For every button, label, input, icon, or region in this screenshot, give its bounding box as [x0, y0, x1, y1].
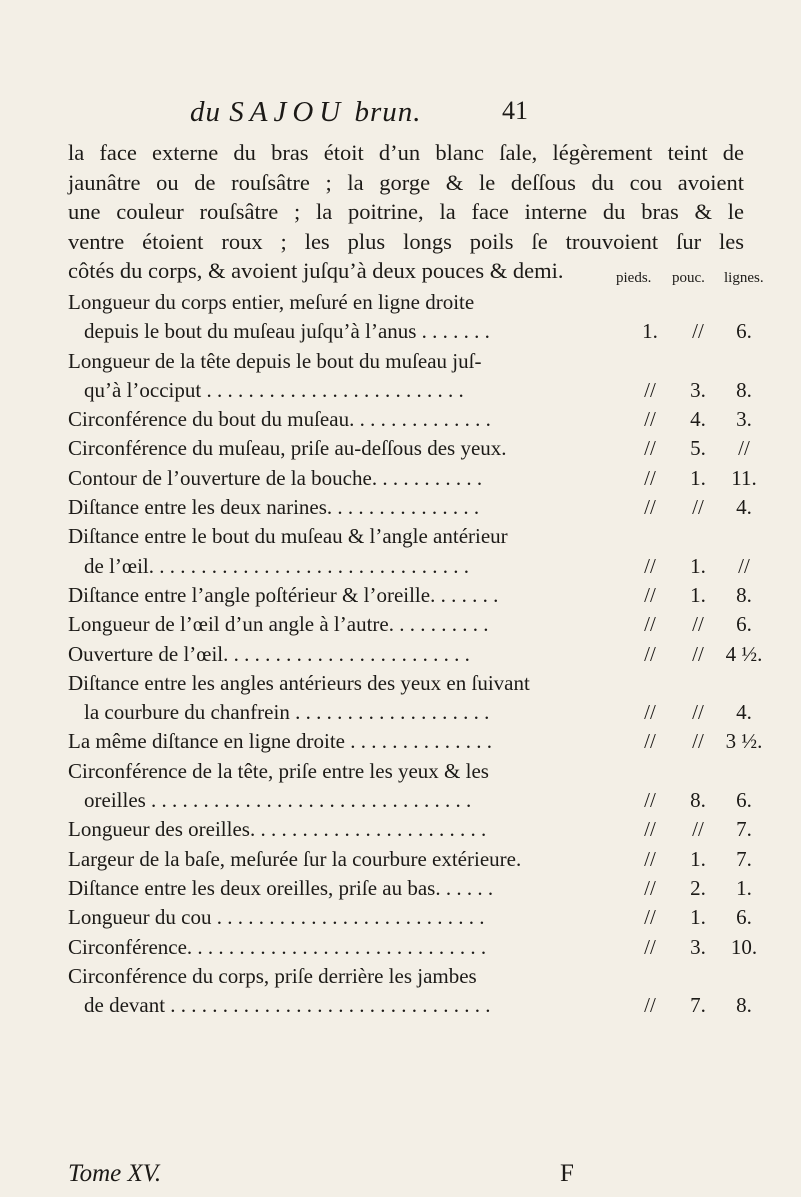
measurement-label-line: oreilles . . . . . . . . . . . . . . . . . . . . . . . . . . . . . . . — [84, 788, 472, 813]
measurement-label-line: depuis le bout du muſeau juſqu’à l’anus . . . . . . . — [84, 319, 490, 344]
column-header-pieds: pieds. — [616, 270, 652, 286]
measurement-values — [598, 933, 778, 962]
measurement-label — [68, 933, 608, 962]
measurement-table — [68, 288, 778, 1020]
value-lignes: // — [738, 553, 750, 578]
measurement-label-line: Longueur de l’œil d’un angle à l’autre. . . . . . . . . . — [68, 612, 489, 637]
paragraph-line: jaunâtre ou de rouſsâtre ; la gorge & le deſſous du cou avoient — [68, 169, 744, 195]
value-lignes: 6. — [736, 788, 752, 813]
running-title — [190, 96, 422, 129]
measurement-label-line: Diſtance entre le bout du muſeau & l’angle antérieur — [68, 524, 508, 549]
value-pieds: // — [644, 875, 656, 900]
measurement-values — [598, 434, 778, 463]
title-suffix: brun. — [346, 96, 422, 128]
value-pieds: // — [644, 993, 656, 1018]
value-pouces: 7. — [690, 993, 706, 1018]
measurement-values — [598, 874, 778, 903]
measurement-row — [68, 669, 778, 728]
value-lignes: 3. — [736, 407, 752, 432]
measurement-values — [598, 581, 778, 610]
value-pieds: // — [644, 582, 656, 607]
measurement-label — [68, 522, 608, 581]
value-pouces: 5. — [690, 436, 706, 461]
value-pouces: // — [692, 319, 704, 344]
value-pouces: // — [692, 729, 704, 754]
running-header — [0, 96, 801, 132]
measurement-label — [68, 464, 608, 493]
measurement-row — [68, 845, 778, 874]
measurement-row — [68, 874, 778, 903]
measurement-label-line: Longueur du corps entier, meſuré en ligne droite — [68, 290, 475, 314]
page-number: 41 — [502, 96, 528, 125]
measurement-row — [68, 288, 778, 347]
measurement-values — [598, 317, 778, 346]
paragraph-line: ventre étoient roux ; les plus longs poils ſe trouvoient ſur les — [68, 228, 744, 254]
measurement-label-line: Largeur de la baſe, meſurée ſur la courbure extérieure. — [68, 846, 522, 871]
value-pieds: // — [644, 729, 656, 754]
value-lignes: 8. — [736, 377, 752, 402]
page-footer — [0, 1160, 801, 1192]
value-pieds: // — [644, 553, 656, 578]
measurement-label — [68, 405, 608, 434]
measurement-row — [68, 405, 778, 434]
measurement-label — [68, 757, 608, 816]
value-pouces: 1. — [690, 905, 706, 930]
measurement-label-line: la courbure du chanfrein . . . . . . . . . . . . . . . . . . . — [84, 700, 490, 725]
measurement-label-line: Longueur des oreilles. . . . . . . . . . . . . . . . . . . . . . . — [68, 817, 487, 842]
value-lignes: 1. — [736, 875, 752, 900]
value-pieds: // — [644, 641, 656, 666]
value-lignes: 8. — [736, 993, 752, 1018]
measurement-row — [68, 522, 778, 581]
measurement-row — [68, 434, 778, 463]
value-lignes: 6. — [736, 319, 752, 344]
value-lignes: 11. — [731, 465, 757, 490]
measurement-values — [598, 903, 778, 932]
title-prefix: du — [190, 96, 230, 128]
measurement-label-line: Longueur de la tête depuis le bout du muſeau juſ- — [68, 348, 482, 373]
measurement-row — [68, 933, 778, 962]
measurement-label — [68, 347, 608, 406]
measurement-row — [68, 347, 778, 406]
value-pieds: // — [644, 700, 656, 725]
value-pieds: // — [644, 905, 656, 930]
value-pieds: // — [644, 436, 656, 461]
measurement-label — [68, 434, 608, 463]
measurement-label-line: Longueur du cou . . . . . . . . . . . . . . . . . . . . . . . . . . — [68, 905, 485, 930]
measurement-label-line: Circonférence du bout du muſeau. . . . . . . . . . . . . . — [68, 407, 491, 432]
measurement-label-line: Diſtance entre les angles antérieurs des yeux en ſuivant — [68, 670, 530, 695]
measurement-label — [68, 640, 608, 669]
measurement-values — [598, 815, 778, 844]
value-pouces: 1. — [690, 846, 706, 871]
value-lignes: 4. — [736, 495, 752, 520]
value-lignes: 6. — [736, 905, 752, 930]
measurement-label — [68, 815, 608, 844]
paragraph-line: côtés du corps, & avoient juſqu’à deux pouces & demi. — [68, 258, 564, 283]
measurement-values — [598, 405, 778, 434]
measurement-label — [68, 288, 608, 347]
measurement-label — [68, 874, 608, 903]
value-pouces: // — [692, 817, 704, 842]
measurement-label — [68, 962, 608, 1021]
measurement-values — [598, 640, 778, 669]
value-pieds: // — [644, 817, 656, 842]
measurement-row — [68, 581, 778, 610]
measurement-label-line: Diſtance entre les deux narines. . . . . . . . . . . . . . . — [68, 495, 480, 520]
measurement-row — [68, 903, 778, 932]
value-lignes: 7. — [736, 846, 752, 871]
measurement-values — [598, 727, 778, 756]
value-pieds: // — [644, 846, 656, 871]
measurement-label — [68, 727, 608, 756]
measurement-label — [68, 845, 608, 874]
value-pieds: // — [644, 407, 656, 432]
value-pieds: // — [644, 465, 656, 490]
measurement-values — [598, 464, 778, 493]
column-header-lignes: lignes. — [724, 270, 764, 286]
value-pouces: // — [692, 641, 704, 666]
title-caps: SAJOU — [229, 96, 347, 128]
value-lignes: 4 ½. — [725, 641, 763, 666]
value-lignes: 7. — [736, 817, 752, 842]
measurement-values — [598, 698, 778, 727]
measurement-row — [68, 464, 778, 493]
measurement-label-line: de devant . . . . . . . . . . . . . . . . . . . . . . . . . . . . . . . — [84, 993, 491, 1018]
measurement-row — [68, 962, 778, 1021]
measurement-values — [598, 991, 778, 1020]
measurement-label — [68, 493, 608, 522]
value-lignes: 8. — [736, 582, 752, 607]
value-lignes: 3 ½. — [725, 729, 763, 754]
measurement-values — [598, 493, 778, 522]
value-pouces: 2. — [690, 875, 706, 900]
measurement-label — [68, 903, 608, 932]
measurement-row — [68, 610, 778, 639]
measurement-label-line: Diſtance entre l’angle poſtérieur & l’oreille. . . . . . . — [68, 582, 499, 607]
value-pieds: // — [644, 377, 656, 402]
paragraph-line: une couleur rouſsâtre ; la poitrine, la face interne du bras & le — [68, 199, 744, 224]
measurement-values — [598, 610, 778, 639]
measurement-label-line: Ouverture de l’œil. . . . . . . . . . . . . . . . . . . . . . . . — [68, 641, 470, 666]
measurement-values — [598, 552, 778, 581]
measurement-label-line: Circonférence du muſeau, priſe au-deſſous des yeux. — [68, 436, 507, 461]
signature-mark: F — [560, 1160, 574, 1187]
measurement-label-line: Contour de l’ouverture de la bouche. . . . . . . . . . . — [68, 465, 483, 490]
measurement-row — [68, 640, 778, 669]
measurement-values — [598, 786, 778, 815]
value-pouces: // — [692, 700, 704, 725]
value-pieds: // — [644, 612, 656, 637]
body-paragraph — [68, 138, 744, 286]
measurement-label-line: Diſtance entre les deux oreilles, priſe au bas. . . . . . — [68, 875, 494, 900]
value-pouces: 1. — [690, 582, 706, 607]
value-pieds: 1. — [642, 319, 658, 344]
measurement-label-line: Circonférence. . . . . . . . . . . . . . . . . . . . . . . . . . . . . — [68, 934, 487, 959]
measurement-label — [68, 581, 608, 610]
value-pieds: // — [644, 495, 656, 520]
measurement-label-line: Circonférence du corps, priſe derrière les jambes — [68, 963, 477, 988]
value-lignes: // — [738, 436, 750, 461]
volume-label: Tome XV. — [68, 1160, 162, 1187]
measurement-row — [68, 727, 778, 756]
measurement-label-line: Circonférence de la tête, priſe entre les yeux & les — [68, 758, 489, 783]
measurement-label-line: de l’œil. . . . . . . . . . . . . . . . . . . . . . . . . . . . . . . — [84, 553, 469, 578]
value-lignes: 10. — [730, 934, 758, 959]
value-pouces: 3. — [690, 377, 706, 402]
measurement-values — [598, 845, 778, 874]
value-pieds: // — [644, 934, 656, 959]
value-pouces: // — [692, 495, 704, 520]
value-pouces: 1. — [690, 465, 706, 490]
value-pouces: 8. — [690, 788, 706, 813]
measurement-label — [68, 610, 608, 639]
measurement-values — [598, 376, 778, 405]
value-pouces: // — [692, 612, 704, 637]
value-pouces: 1. — [690, 553, 706, 578]
measurement-label — [68, 669, 608, 728]
value-pieds: // — [644, 788, 656, 813]
measurement-row — [68, 493, 778, 522]
column-header-pouces: pouc. — [672, 270, 705, 286]
value-lignes: 6. — [736, 612, 752, 637]
measurement-row — [68, 757, 778, 816]
measurement-row — [68, 815, 778, 844]
measurement-label-line: La même diſtance en ligne droite . . . . . . . . . . . . . . — [68, 729, 492, 754]
value-pouces: 3. — [690, 934, 706, 959]
value-pouces: 4. — [690, 407, 706, 432]
measurement-label-line: qu’à l’occiput . . . . . . . . . . . . . . . . . . . . . . . . . — [84, 377, 464, 402]
paragraph-line: la face externe du bras étoit d’un blanc ſale, légèrement teint de — [68, 140, 744, 165]
value-lignes: 4. — [736, 700, 752, 725]
